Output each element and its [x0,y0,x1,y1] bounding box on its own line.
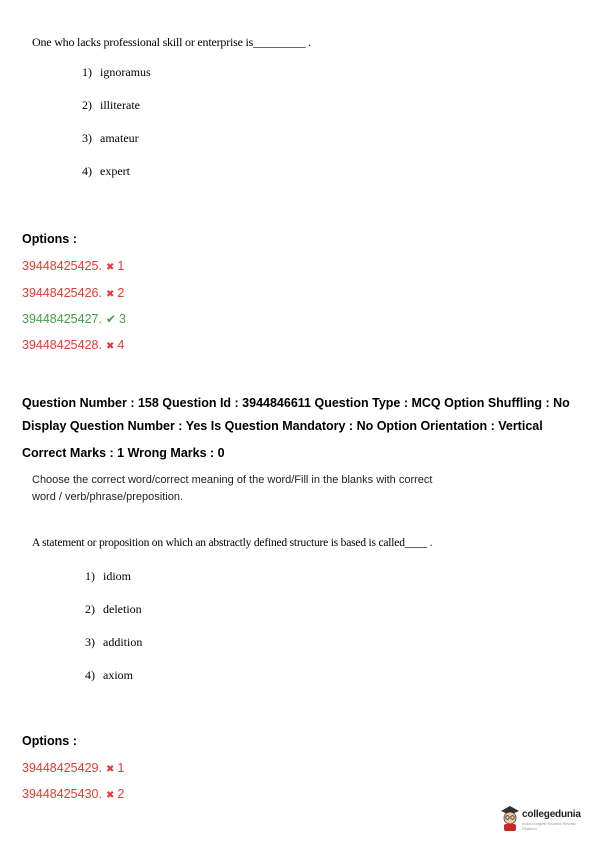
option-id: 39448425429. [22,761,102,775]
option-row [22,787,124,801]
choice-number: 2) [85,602,95,616]
choice-number: 3) [82,131,92,145]
option-row [22,259,124,273]
options-heading: Options : [22,232,77,246]
choice-number: 4) [85,668,95,682]
option-label: 1 [117,259,125,273]
question-stem: A statement or proposition on which an abstractly defined structure is based is called____ . [32,537,433,549]
cross-icon: ✖ [105,289,115,300]
cross-icon: ✖ [105,262,115,273]
question-meta-line: Question Number : 158 Question Id : 3944846611 Question Type : MCQ Option Shuffling : No [22,396,570,410]
question-stem: One who lacks professional skill or enterprise is_________ . [32,35,311,49]
choice-text: addition [103,635,143,649]
choice-item [82,164,130,179]
question-meta-line: Correct Marks : 1 Wrong Marks : 0 [22,446,225,460]
choice-text: illiterate [100,98,140,112]
option-row [22,761,124,775]
choice-item [82,98,140,113]
option-row [22,338,124,352]
choice-item [85,602,142,617]
choice-number: 2) [82,98,92,112]
choice-item [82,131,139,146]
option-label: 4 [117,338,125,352]
choice-text: deletion [103,602,142,616]
choice-text: idiom [103,569,132,583]
question-instruction: Choose the correct word/correct meaning of the word/Fill in the blanks with correct word / verb/phrase/preposition. [32,474,433,503]
choice-item [85,668,133,683]
choice-text: ignoramus [100,65,151,79]
choice-text: expert [100,164,130,178]
option-label: 2 [117,286,125,300]
logo-name: collegedunia [522,809,581,820]
option-id: 39448425428. [22,338,102,352]
option-id: 39448425426. [22,286,102,300]
collegedunia-logo[interactable] [499,805,589,835]
options-heading: Options : [22,734,77,748]
cross-icon: ✖ [105,764,115,775]
choice-item [85,569,131,584]
logo-tagline: India's largest Student Review Platform [522,821,576,831]
option-id: 39448425427. [22,312,102,326]
check-icon: ✔ [105,312,117,326]
option-id: 39448425430. [22,787,102,801]
choice-number: 1) [85,569,95,583]
cross-icon: ✖ [105,790,115,801]
option-row [22,312,126,326]
choice-number: 1) [82,65,92,79]
cross-icon: ✖ [105,341,115,352]
choice-item [82,65,151,80]
question-meta-line: Display Question Number : Yes Is Question Mandatory : No Option Orientation : Vertical [22,419,543,433]
choice-text: axiom [103,668,133,682]
option-id: 39448425425. [22,259,102,273]
choice-number: 3) [85,635,95,649]
choice-text: amateur [100,131,139,145]
option-label: 3 [119,312,126,326]
option-label: 2 [117,787,125,801]
option-label: 1 [117,761,125,775]
choice-number: 4) [82,164,92,178]
mascot-icon [499,805,521,831]
choice-item [85,635,142,650]
option-row [22,286,124,300]
